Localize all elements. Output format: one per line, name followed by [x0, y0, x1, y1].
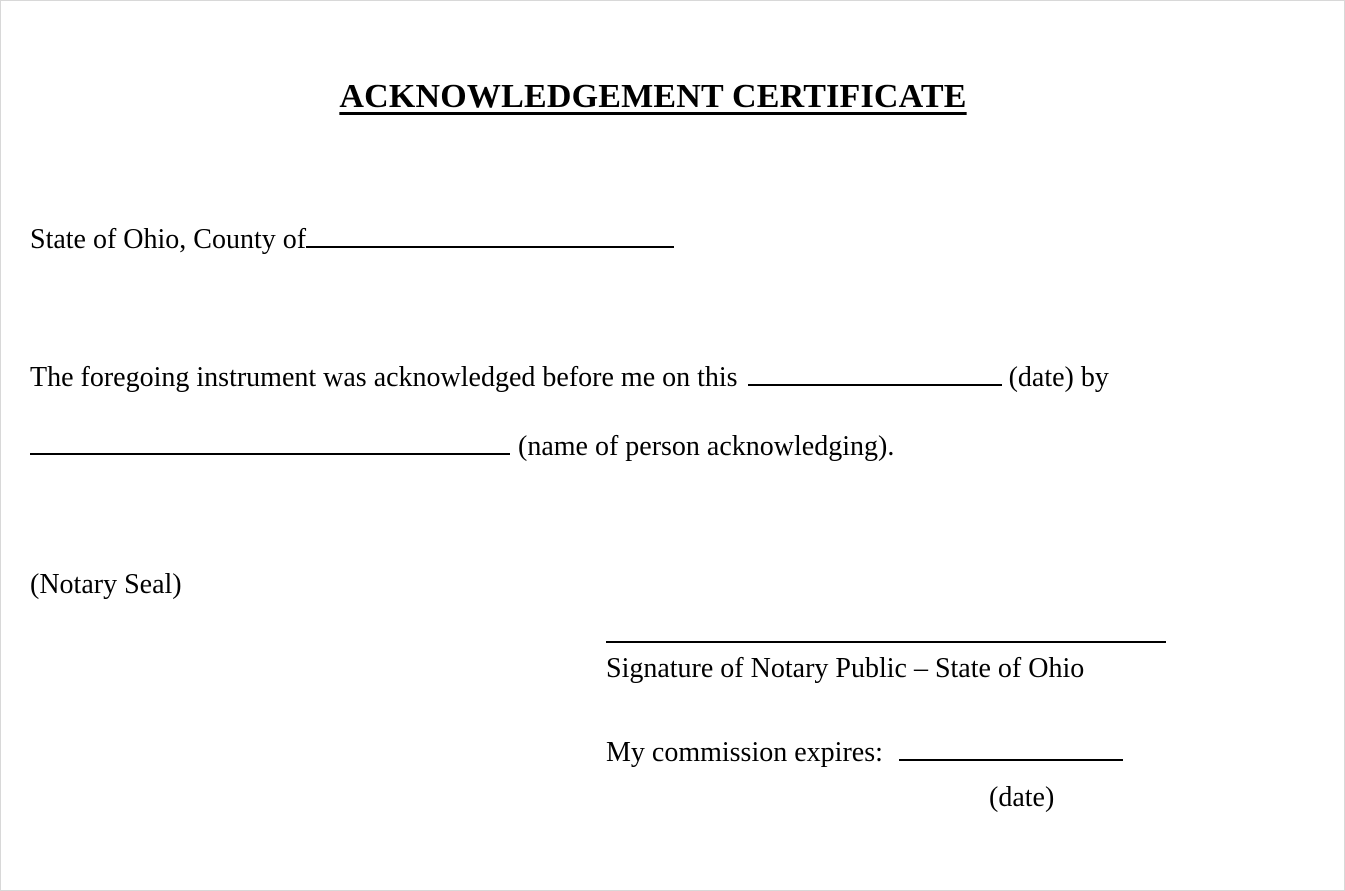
date-by-suffix: (date) by	[1008, 362, 1109, 393]
acknowledgement-date-blank[interactable]	[748, 362, 1002, 386]
signature-line[interactable]	[606, 641, 1166, 643]
signature-label: Signature of Notary Public – State of Ohio	[606, 653, 1085, 684]
instrument-text: The foregoing instrument was acknowledged before me on this	[30, 362, 738, 393]
commission-date-blank[interactable]	[899, 737, 1123, 761]
person-name-blank[interactable]	[30, 431, 510, 455]
notary-seal-label: (Notary Seal)	[30, 569, 182, 600]
county-label: State of Ohio, County of	[30, 224, 307, 255]
person-suffix: (name of person acknowledging).	[518, 431, 895, 462]
person-line	[30, 430, 894, 464]
county-blank[interactable]	[306, 224, 674, 248]
county-line	[30, 223, 674, 257]
commission-label: My commission expires:	[606, 737, 883, 768]
instrument-line	[30, 361, 1109, 395]
document-title	[1, 77, 1305, 117]
commission-line	[606, 736, 1123, 770]
commission-date-caption: (date)	[989, 782, 1055, 813]
title-text: ACKNOWLEDGEMENT CERTIFICATE	[339, 78, 967, 115]
